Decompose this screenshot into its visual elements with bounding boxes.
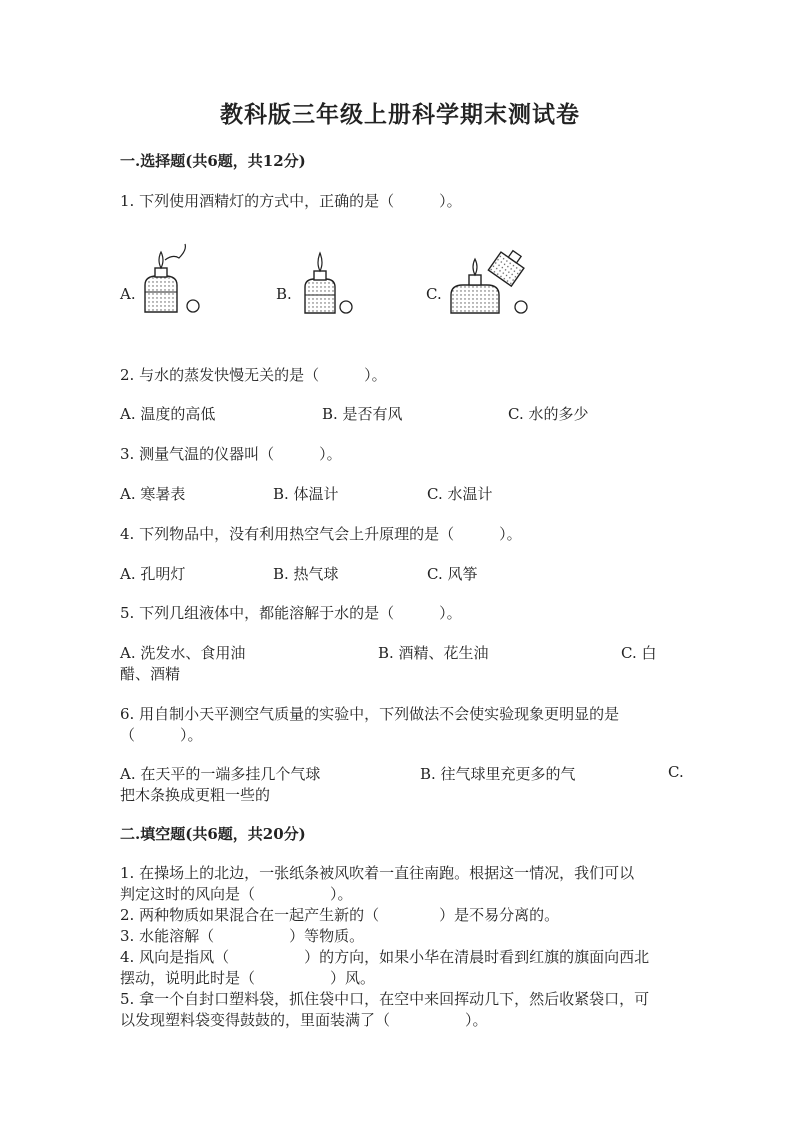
alcohol-lamp-lit-with-another-lamp-icon (135, 240, 205, 320)
q1-option-b-label: B. (276, 285, 292, 303)
fill-line-6: 摆动，说明此时是（ ）风。 (120, 969, 376, 987)
q5-option-a: A. 洗发水、食用油 (120, 644, 246, 662)
q5-option-c: C. 白 (621, 644, 657, 662)
fill-line-4: 3. 水能溶解（ ）等物质。 (120, 927, 365, 945)
question-6-line-2: （ ）。 (120, 726, 203, 744)
q2-option-c: C. 水的多少 (508, 405, 589, 423)
q3-option-b: B. 体温计 (273, 485, 339, 503)
alcohol-lamp-lit-with-match-icon (295, 245, 355, 320)
fill-line-3: 2. 两种物质如果混合在一起产生新的（ ）是不易分离的。 (120, 906, 560, 924)
question-5: 5. 下列几组液体中，都能溶解于水的是（ ）。 (120, 604, 462, 622)
q5-option-c-wrap: 醋、酒精 (120, 665, 181, 683)
q3-option-c: C. 水温计 (427, 485, 493, 503)
question-1: 1. 下列使用酒精灯的方式中，正确的是（ ）。 (120, 192, 462, 210)
q4-option-a: A. 孔明灯 (120, 565, 186, 583)
question-2: 2. 与水的蒸发快慢无关的是（ ）。 (120, 366, 387, 384)
q6-option-b: B. 往气球里充更多的气 (420, 765, 576, 783)
question-3: 3. 测量气温的仪器叫（ ）。 (120, 445, 342, 463)
fill-line-2: 判定这时的风向是（ ）。 (120, 885, 353, 903)
q6-option-c: C. (668, 763, 684, 781)
q6-option-c-wrap: 把木条换成更粗一些的 (120, 786, 271, 804)
fill-line-5: 4. 风向是指风（ ）的方向，如果小华在清晨时看到红旗的旗面向西北 (120, 948, 650, 966)
q3-option-a: A. 寒暑表 (120, 485, 186, 503)
page-title: 教科版三年级上册科学期末测试卷 (220, 101, 580, 128)
fill-line-8: 以发现塑料袋变得鼓鼓的，里面装满了（ ）。 (120, 1011, 488, 1029)
q6-option-a: A. 在天平的一端多挂几个气球 (120, 765, 321, 783)
fill-line-1: 1. 在操场上的北边，一张纸条被风吹着一直往南跑。根据这一情况，我们可以 (120, 864, 635, 882)
q4-option-c: C. 风筝 (427, 565, 478, 583)
q1-option-a-label: A. (120, 285, 136, 303)
question-6-line-1: 6. 用自制小天平测空气质量的实验中，下列做法不会使实验现象更明显的是 (120, 705, 620, 723)
fill-line-7: 5. 拿一个自封口塑料袋，抓住袋中口，在空中来回挥动几下，然后收紧袋口，可 (120, 990, 650, 1008)
q1-option-c-label: C. (426, 285, 442, 303)
q4-option-b: B. 热气球 (273, 565, 339, 583)
q2-option-b: B. 是否有风 (322, 405, 403, 423)
q2-option-a: A. 温度的高低 (120, 405, 216, 423)
q5-option-b: B. 酒精、花生油 (378, 644, 489, 662)
section-heading-fill-in: 二.填空题(共6题，共20分) (120, 825, 306, 843)
question-4: 4. 下列物品中，没有利用热空气会上升原理的是（ ）。 (120, 525, 522, 543)
section-heading-choice: 一.选择题(共6题，共12分) (120, 152, 306, 170)
alcohol-lamp-blown-out-by-tilting-icon (447, 245, 537, 320)
